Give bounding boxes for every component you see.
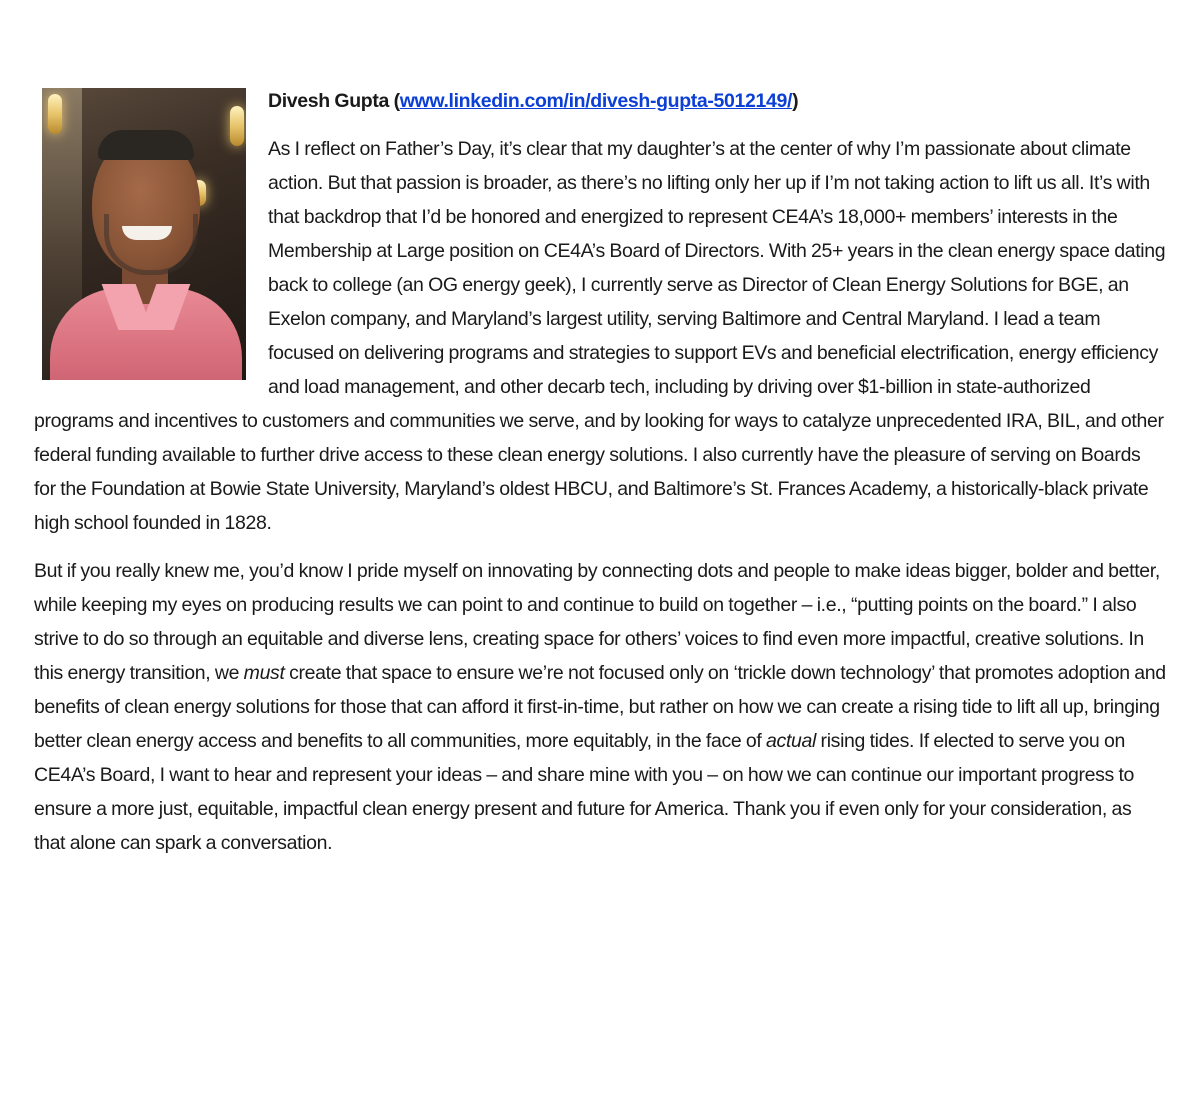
bio-paragraph-2-part-3: rising tides. If elected to serve you on CE4A’s Board, I want to hear and represent your ideas – and share mine with you – on how we can continue our important progress to ensure a more just, equitable, impactful clean energy present and future for America. Thank you if even only for your consideration, as that alone can spark a conversation. <box>34 730 1135 854</box>
link-close-paren: ) <box>792 90 799 112</box>
profile-photo <box>42 88 246 380</box>
lamp-icon <box>230 106 244 146</box>
bio-paragraph-1: As I reflect on Father’s Day, it’s clear that my daughter’s at the center of why I’m passionate about climate action. But that passion is broader, as there’s no lifting only her up if I’m not taking action to lift us all. It’s with that backdrop that I’d be honored and energized to represent CE4A’s 18,000+ members’ interests in the Membership at Large position on CE4A’s Board of Directors. With 25+ years in the clean energy space dating back to college (an OG energy geek), I currently serve as Director of Clean Energy Solutions for BGE, an Exelon company, and Maryland’s largest utility, serving Baltimore and Central Maryland. I lead a team focused on delivering programs and strategies to support EVs and beneficial electrification, energy efficiency and load management, and other decarb tech, including by driving over $1-billion in state-authorized programs and incentives to customers and communities we serve, and by looking for ways to catalyze unprecedented IRA, BIL, and other federal funding available to further drive access to these clean energy solutions. I also currently have the pleasure of serving on Boards for the Foundation at Bowie State University, Maryland’s oldest HBCU, and Baltimore’s St. Frances Academy, a historically-black private high school founded in 1828. <box>34 138 1166 534</box>
person-smile <box>122 226 172 240</box>
link-open-paren: ( <box>389 90 400 112</box>
bio-paragraph-2-part-2: create that space to ensure we’re not focused only on ‘trickle down technology’ that promotes adoption and benefits of clean energy solutions for those that can afford it first-in-time, but rather on how we can create a rising tide to lift all up, bringing better clean energy access and benefits to all communities, more equitably, in the face of <box>34 662 1166 752</box>
emphasis-actual: actual <box>766 730 816 752</box>
emphasis-must: must <box>243 662 285 684</box>
bio-paragraph-2 <box>34 554 1166 860</box>
candidate-name: Divesh Gupta <box>268 90 389 112</box>
bio-paragraph-2-part-1: But if you really knew me, you’d know I pride myself on innovating by connecting dots and people to make ideas bigger, bolder and better, while keeping my eyes on producing results we can point to and continue to build on together – i.e., “putting points on the board.” I also strive to do so through an equitable and diverse lens, creating space for others’ voices to find even more impactful, creative solutions. In this energy transition, we <box>34 560 1160 684</box>
document-body <box>34 84 1166 874</box>
lamp-icon <box>48 94 62 134</box>
person-hair <box>98 130 194 160</box>
linkedin-link[interactable]: www.linkedin.com/in/divesh-gupta-5012149/ <box>399 90 793 112</box>
